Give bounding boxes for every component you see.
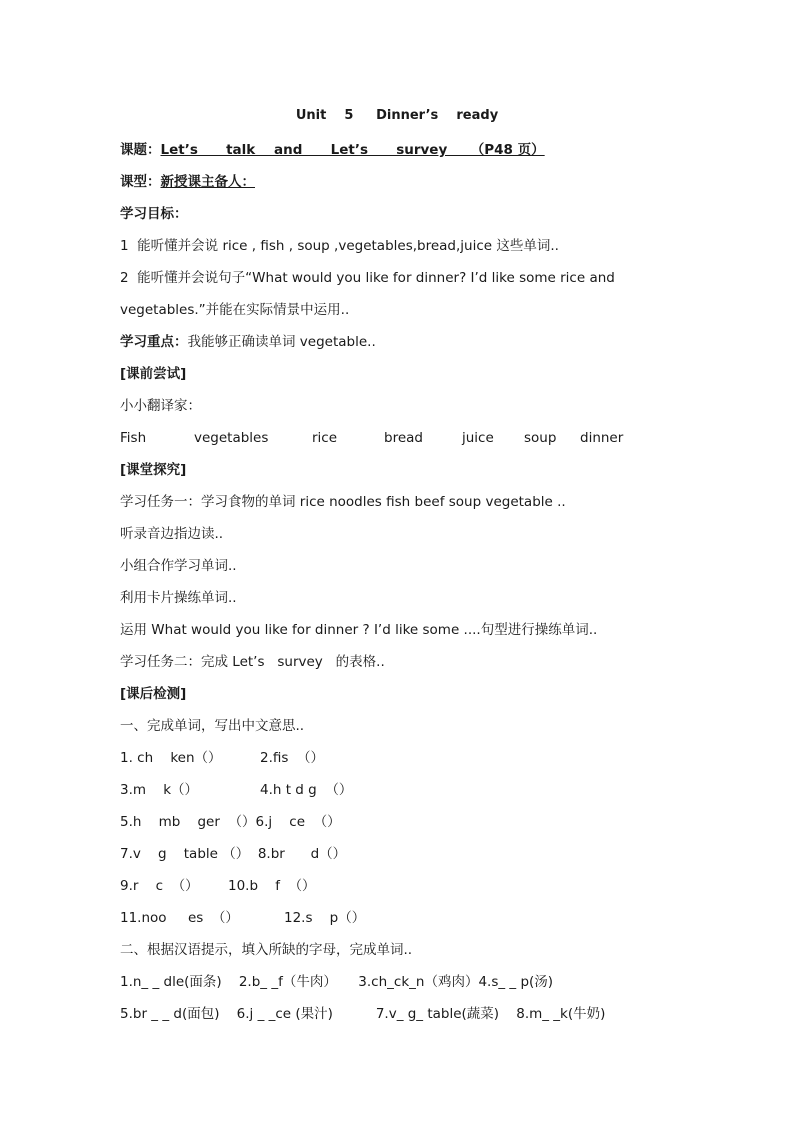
key-point-line (120, 333, 376, 351)
key-point-label: 学习重点： (120, 334, 188, 350)
key-point-value: 我能够正确读单词 vegetable.. (187, 334, 376, 350)
exercise-item: 12.s p（） (284, 910, 366, 926)
exercise-item: 4.h t d g （） (260, 782, 353, 798)
exercise-item: 1. ch ken（） (120, 750, 222, 766)
exercise-1-row (120, 877, 520, 895)
goal-1: 1 能听懂并会说 rice , fish , soup ,vegetables,bread,juice 这些单词.. (120, 238, 559, 254)
goals-heading: 学习目标： (120, 206, 188, 222)
exercise-2-row-1: 1.n_ _ dle(面条) 2.b_ _f（牛肉） 3.ch_ck_n（鸡肉）4.s_ _ p(汤) (120, 974, 554, 990)
topic-label: 课题： (120, 142, 161, 158)
vocab-word: vegetables (194, 430, 269, 446)
vocab-word: soup (524, 430, 557, 446)
exercise-1-heading: 一、完成单词，写出中文意思.. (120, 718, 305, 734)
exercise-2-row-2: 5.br _ _ d(面包) 6.j _ _ce (果汁) 7.v_ g_ table(蔬菜) 8.m_ _k(牛奶) (120, 1006, 606, 1022)
exercise-item: 7.v g table （） 8.br d（） (120, 846, 347, 862)
exercise-2-heading: 二、根据汉语提示，填入所缺的字母，完成单词.. (120, 942, 413, 958)
task-1: 学习任务一：学习食物的单词 rice noodles fish beef soup vegetable .. (120, 494, 566, 510)
page-title: Unit 5 Dinner’s ready (295, 108, 499, 123)
translator-label: 小小翻译家： (120, 398, 201, 414)
exercise-item: 11.noo es （） (120, 910, 239, 926)
vocab-word: bread (384, 430, 423, 446)
exercise-item: 5.h mb ger （）6.j ce （） (120, 814, 341, 830)
goal-2-line-1: 2 能听懂并会说句子“What would you like for dinner? I’d like some rice and (120, 270, 615, 286)
lesson-type-label: 课型： (120, 174, 161, 190)
exercise-1-row (120, 909, 520, 927)
vocab-word-row (120, 429, 680, 447)
exercise-item: 3.m k（） (120, 782, 199, 798)
exercise-item: 2.fis （） (260, 750, 324, 766)
step-3: 利用卡片操练单词.. (120, 590, 237, 606)
exercise-1-row (120, 781, 520, 799)
topic-value: Let’s talk and Let’s survey （P48 页） (160, 142, 545, 158)
vocab-word: juice (462, 430, 494, 446)
exercise-1-row (120, 813, 520, 831)
lesson-type-line (120, 173, 255, 191)
post-class-heading: [课后检测] (120, 686, 187, 702)
vocab-word: rice (312, 430, 338, 446)
pre-class-heading: [课前尝试] (120, 366, 187, 382)
task-2: 学习任务二：完成 Let’s survey 的表格.. (120, 654, 385, 670)
vocab-word: dinner (580, 430, 624, 446)
vocab-word: Fish (120, 430, 147, 446)
lesson-type-value: 新授课主备人： (160, 174, 255, 190)
exercise-1-row (120, 845, 520, 863)
step-1: 听录音边指边读.. (120, 526, 224, 542)
goal-2-line-2: vegetables.”并能在实际情景中运用.. (120, 302, 350, 318)
exercise-item: 10.b f （） (228, 878, 316, 894)
step-2: 小组合作学习单词.. (120, 558, 237, 574)
topic-line (120, 141, 545, 159)
exercise-item: 9.r c （） (120, 878, 199, 894)
exercise-1-row (120, 749, 520, 767)
step-4: 运用 What would you like for dinner ? I’d like some ....句型进行操练单词.. (120, 622, 598, 638)
explore-heading: [课堂探究] (120, 462, 187, 478)
